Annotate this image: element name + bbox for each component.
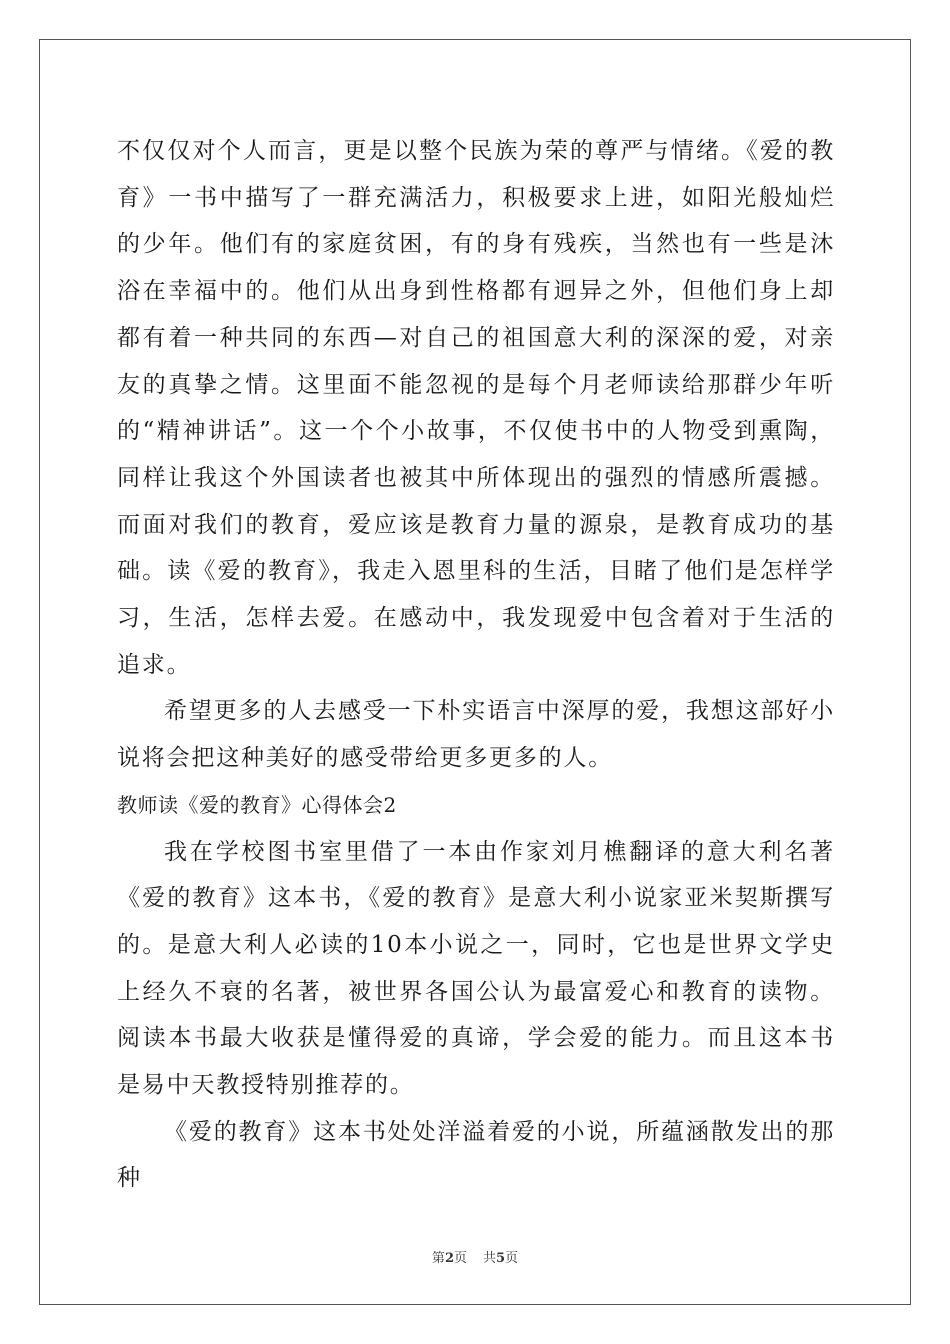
total-suffix: 页	[505, 1251, 519, 1266]
paragraph-book-intro: 我在学校图书室里借了一本由作家刘月樵翻译的意大利名著《爱的教育》这本书，《爱的教育》是意大利小说家亚米契斯撰写的。是意大利人必读的10本小说之一，同时，它也是世界文学史上经久不衰的名著，被世界各国公认为最富爱心和教育的读物。阅读本书最大收获是懂得爱的真谛，学会爱的能力。而且这本书是易中天教授特别推荐的。	[117, 838, 835, 1099]
page-footer	[0, 1247, 950, 1266]
paragraph-book-love: 《爱的教育》这本书处处洋溢着爱的小说，所蕴涵散发出的那种	[117, 1118, 835, 1192]
paragraph-closing-wish: 希望更多的人去感受一下朴实语言中深厚的爱，我想这部好小说将会把这种美好的感受带给更多更多的人。	[117, 698, 835, 772]
total-prefix: 共	[483, 1251, 497, 1266]
document-body	[117, 128, 835, 1202]
page-prefix: 第	[431, 1251, 445, 1266]
paragraph-continuation: 不仅仅对个人而言，更是以整个民族为荣的尊严与情绪。《爱的教育》一书中描写了一群充满活力，积极要求上进，如阳光般灿烂的少年。他们有的家庭贫困，有的身有残疾，当然也有一些是沐浴在幸福中的。他们从出身到性格都有迥异之外，但他们身上却都有着一种共同的东西—对自己的祖国意大利的深深的爱，对亲友的真挚之情。这里面不能忽视的是每个月老师读给那群少年听的“精神讲话”。这一个个小故事，不仅使书中的人物受到熏陶，同样让我这个外国读者也被其中所体现出的强烈的情感所震撼。而面对我们的教育，爱应该是教育力量的源泉，是教育成功的基础。读《爱的教育》，我走入恩里科的生活，目睹了他们是怎样学习，生活，怎样去爱。在感动中，我发现爱中包含着对于生活的追求。	[117, 138, 835, 678]
page-number: 2	[444, 1251, 454, 1266]
section-heading: 教师读《爱的教育》心得体会2	[117, 792, 397, 817]
total-pages: 5	[496, 1251, 506, 1266]
page-suffix: 页	[453, 1251, 467, 1266]
